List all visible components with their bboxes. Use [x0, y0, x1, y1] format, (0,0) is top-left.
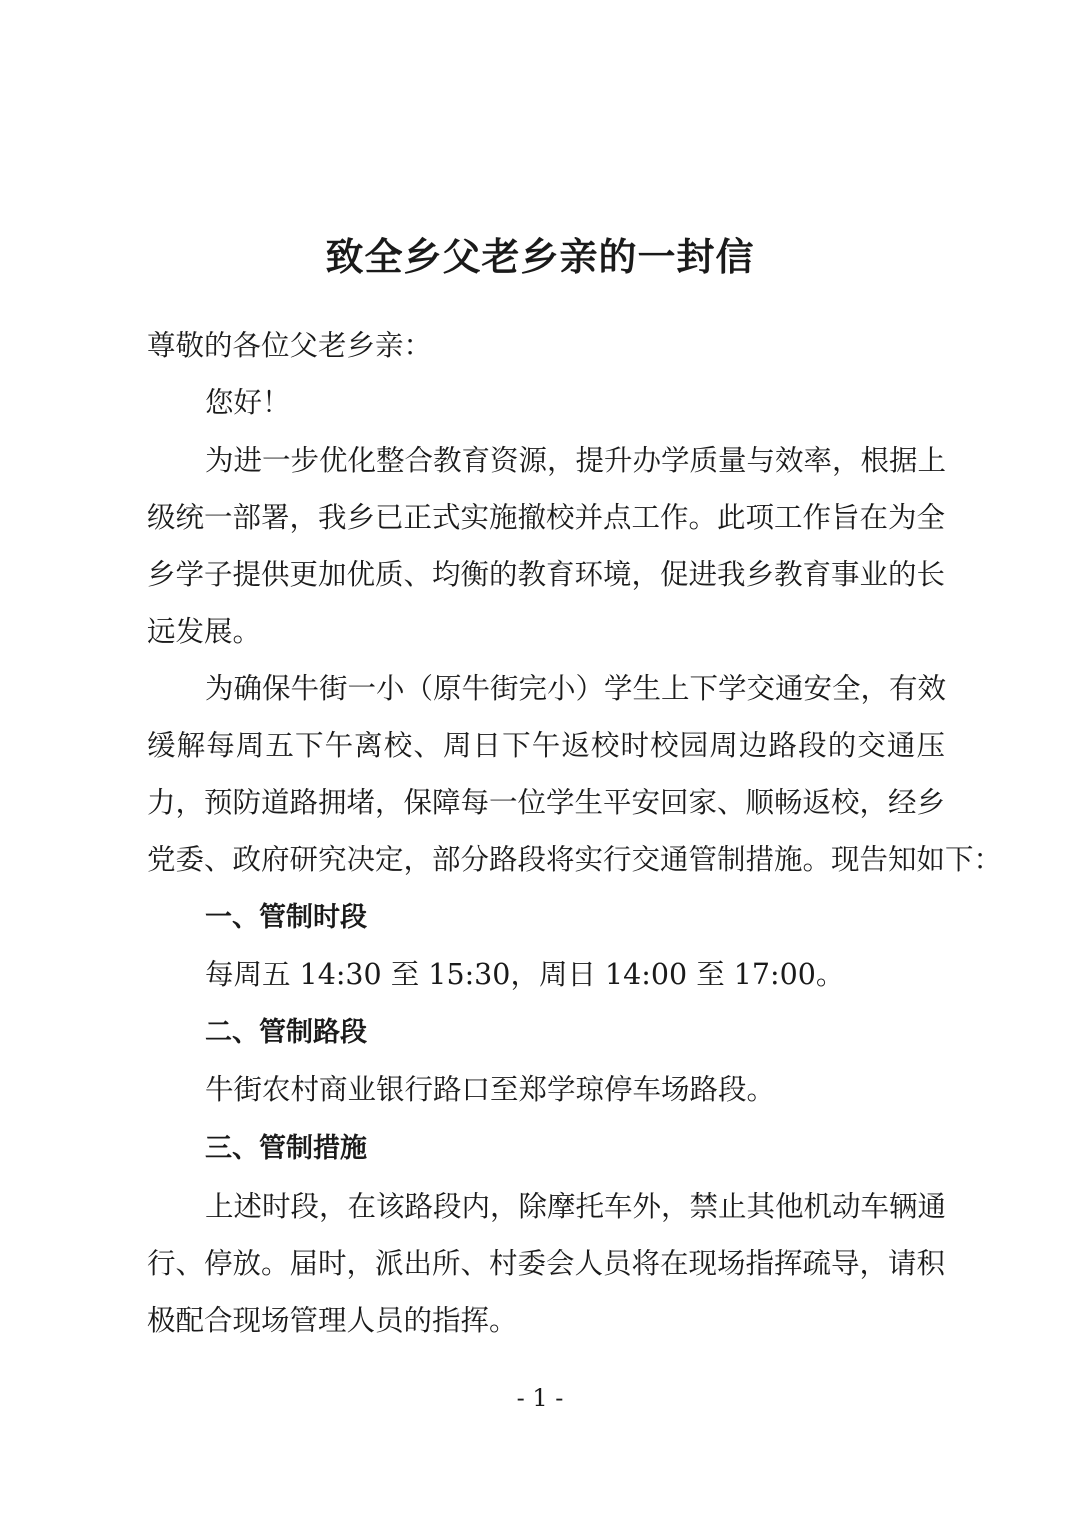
section-text-measures: 上述时段，在该路段内，除摩托车外，禁止其他机动车辆通: [205, 1190, 947, 1223]
section-text-measures: 行、停放。届时，派出所、村委会人员将在现场指挥疏导，请积: [147, 1247, 946, 1280]
section-text-measures: 极配合现场管理人员的指挥。: [147, 1304, 518, 1337]
letter-title: 致全乡父老乡亲的一封信: [325, 235, 755, 280]
paragraph-2-line: 为确保牛街一小（原牛街完小）学生上下学交通安全，有效: [205, 672, 947, 705]
greeting: 您好！: [205, 386, 291, 419]
section-text-time: 每周五 14:30 至 15:30，周日 14:00 至 17:00。: [205, 958, 845, 991]
paragraph-1-line: 乡学子提供更加优质、均衡的教育环境，促进我乡教育事业的长: [147, 558, 946, 591]
paragraph-1-line: 级统一部署，我乡已正式实施撤校并点工作。此项工作旨在为全: [147, 501, 946, 534]
paragraph-1-line: 为进一步优化整合教育资源，提升办学质量与效率，根据上: [205, 444, 947, 477]
paragraph-2-line: 力，预防道路拥堵，保障每一位学生平安回家、顺畅返校，经乡: [147, 786, 946, 819]
paragraph-1-line: 远发展。: [147, 615, 262, 648]
section-heading-road: 二、管制路段: [205, 1017, 367, 1048]
paragraph-2-line: 缓解每周五下午离校、周日下午返校时校园周边路段的交通压: [147, 729, 945, 762]
salutation: 尊敬的各位父老乡亲：: [147, 329, 433, 362]
section-text-road: 牛街农村商业银行路口至郑学琼停车场路段。: [205, 1073, 776, 1106]
section-heading-measures: 三、管制措施: [205, 1133, 367, 1164]
paragraph-2-line: 党委、政府研究决定，部分路段将实行交通管制措施。现告知如下：: [147, 843, 1003, 876]
section-heading-time: 一、管制时段: [205, 902, 367, 933]
page-number: - 1 -: [516, 1384, 564, 1412]
